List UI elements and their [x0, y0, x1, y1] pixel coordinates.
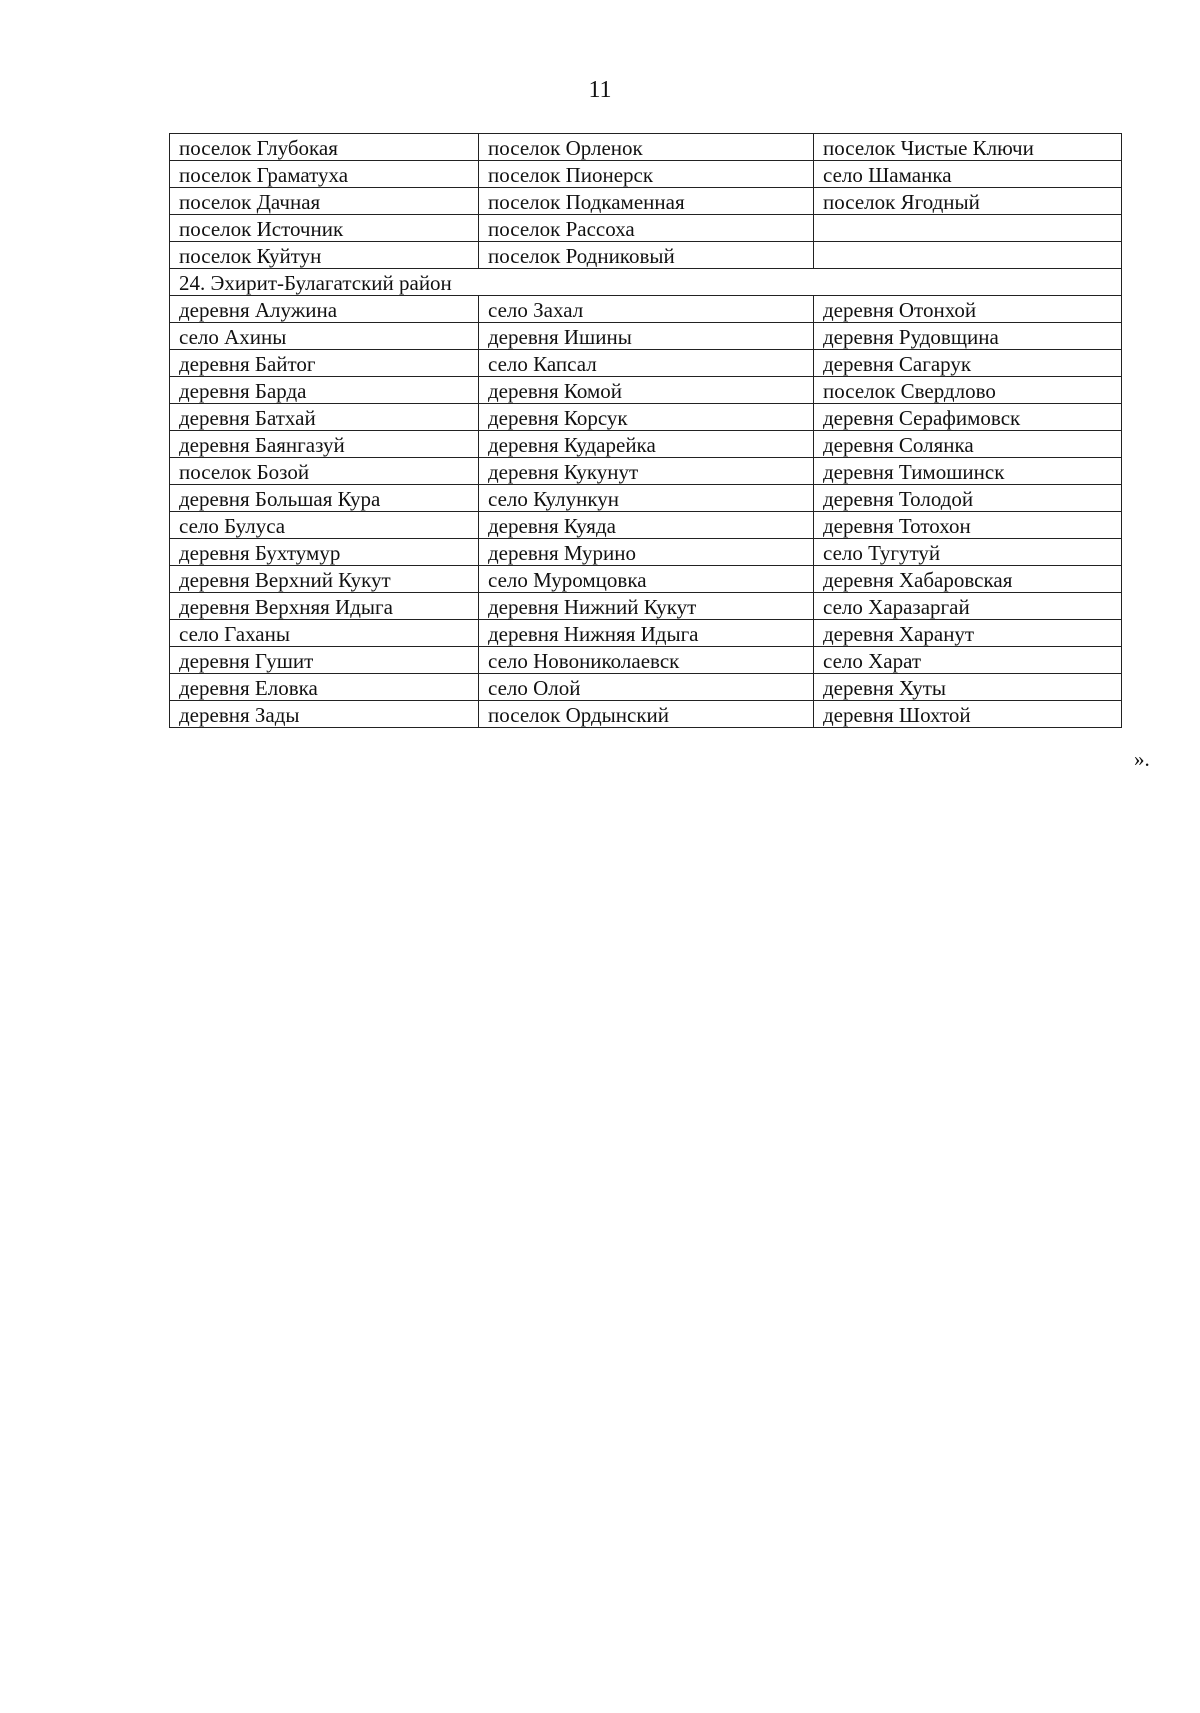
table-cell: деревня Баянгазуй — [170, 431, 479, 458]
table-row — [170, 134, 1122, 161]
table-cell: деревня Нижний Кукут — [479, 593, 814, 620]
settlements-table — [169, 133, 1122, 728]
table-cell: деревня Кударейка — [479, 431, 814, 458]
table-cell: село Новониколаевск — [479, 647, 814, 674]
table-cell: деревня Нижняя Идыга — [479, 620, 814, 647]
table-cell: поселок Ордынский — [479, 701, 814, 728]
table-row — [170, 512, 1122, 539]
table-cell: деревня Барда — [170, 377, 479, 404]
table-cell: поселок Бозой — [170, 458, 479, 485]
table-row — [170, 242, 1122, 269]
table-cell: деревня Большая Кура — [170, 485, 479, 512]
table-cell: деревня Гушит — [170, 647, 479, 674]
table-cell: поселок Граматуха — [170, 161, 479, 188]
table-cell: поселок Пионерск — [479, 161, 814, 188]
table-row — [170, 188, 1122, 215]
table-row — [170, 674, 1122, 701]
table-body-bottom — [170, 296, 1122, 728]
table-cell: поселок Родниковый — [479, 242, 814, 269]
table-cell: деревня Куяда — [479, 512, 814, 539]
table-cell: деревня Кукунут — [479, 458, 814, 485]
table-cell: деревня Бухтумур — [170, 539, 479, 566]
table-row — [170, 377, 1122, 404]
table-cell: поселок Куйтун — [170, 242, 479, 269]
table-cell: деревня Харанут — [814, 620, 1122, 647]
table-row — [170, 350, 1122, 377]
table-row — [170, 458, 1122, 485]
table-cell: село Захал — [479, 296, 814, 323]
table-cell: деревня Верхняя Идыга — [170, 593, 479, 620]
table-row — [170, 485, 1122, 512]
table-cell: деревня Тимошинск — [814, 458, 1122, 485]
table-cell: деревня Серафимовск — [814, 404, 1122, 431]
table-cell: деревня Верхний Кукут — [170, 566, 479, 593]
table-row — [170, 701, 1122, 728]
table-row — [170, 620, 1122, 647]
table-cell: поселок Чистые Ключи — [814, 134, 1122, 161]
table-cell: деревня Корсук — [479, 404, 814, 431]
table-cell: деревня Ишины — [479, 323, 814, 350]
table-cell: село Ахины — [170, 323, 479, 350]
table-cell: деревня Рудовщина — [814, 323, 1122, 350]
table-cell: деревня Батхай — [170, 404, 479, 431]
table-row — [170, 404, 1122, 431]
table-cell: поселок Источник — [170, 215, 479, 242]
table-cell: деревня Сагарук — [814, 350, 1122, 377]
table-cell: село Шаманка — [814, 161, 1122, 188]
table-row — [170, 647, 1122, 674]
table-cell: село Муромцовка — [479, 566, 814, 593]
table-cell: поселок Свердлово — [814, 377, 1122, 404]
closing-quote-mark: ». — [1134, 747, 1150, 771]
table-cell: деревня Мурино — [479, 539, 814, 566]
table-row — [170, 593, 1122, 620]
table-cell: деревня Байтог — [170, 350, 479, 377]
section-header: 24. Эхирит-Булагатский район — [170, 269, 1122, 296]
table-cell: село Кулункун — [479, 485, 814, 512]
table-row — [170, 296, 1122, 323]
table-cell: поселок Ягодный — [814, 188, 1122, 215]
table-row — [170, 539, 1122, 566]
table-cell: деревня Отонхой — [814, 296, 1122, 323]
table-cell: поселок Глубокая — [170, 134, 479, 161]
table-cell: деревня Хабаровская — [814, 566, 1122, 593]
table-cell: деревня Зады — [170, 701, 479, 728]
table-cell: село Харат — [814, 647, 1122, 674]
table-cell: деревня Комой — [479, 377, 814, 404]
table-cell: село Тугутуй — [814, 539, 1122, 566]
table-cell: деревня Шохтой — [814, 701, 1122, 728]
table-section — [170, 269, 1122, 296]
table-cell: поселок Рассоха — [479, 215, 814, 242]
table-cell: село Олой — [479, 674, 814, 701]
table-cell: село Гаханы — [170, 620, 479, 647]
table-cell: поселок Орленок — [479, 134, 814, 161]
table-body-top — [170, 134, 1122, 269]
table-cell: деревня Алужина — [170, 296, 479, 323]
table-cell: деревня Тотохон — [814, 512, 1122, 539]
table-cell: село Харазаргай — [814, 593, 1122, 620]
table-cell: деревня Толодой — [814, 485, 1122, 512]
section-header-row — [170, 269, 1122, 296]
table-cell: деревня Солянка — [814, 431, 1122, 458]
page-number: 11 — [588, 77, 612, 103]
table-cell: село Булуса — [170, 512, 479, 539]
table-cell — [814, 242, 1122, 269]
table-row — [170, 215, 1122, 242]
table-row — [170, 431, 1122, 458]
table-row — [170, 566, 1122, 593]
table-cell: поселок Подкаменная — [479, 188, 814, 215]
table-cell: деревня Хуты — [814, 674, 1122, 701]
table-row — [170, 323, 1122, 350]
table-cell: поселок Дачная — [170, 188, 479, 215]
table-row — [170, 161, 1122, 188]
table-cell: деревня Еловка — [170, 674, 479, 701]
table-cell: село Капсал — [479, 350, 814, 377]
table-cell — [814, 215, 1122, 242]
